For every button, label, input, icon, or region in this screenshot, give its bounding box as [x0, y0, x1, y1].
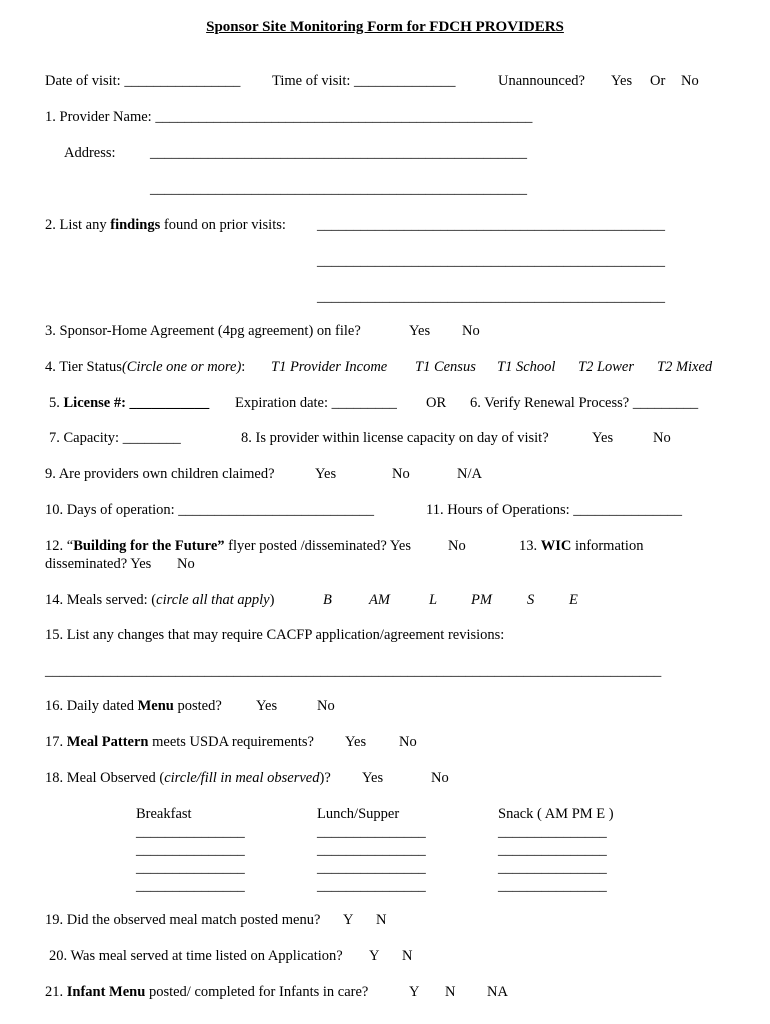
license-or-text: OR: [426, 395, 447, 411]
flyer-no-option[interactable]: No: [448, 538, 466, 554]
date-of-visit-field[interactable]: Date of visit: ________________: [45, 73, 241, 89]
unannounced-label: Unannounced?: [498, 73, 585, 89]
breakfast-blank-2[interactable]: _______________: [136, 842, 245, 858]
meal-time-n-option[interactable]: N: [402, 948, 413, 964]
license-capacity-question: 8. Is provider within license capacity on day of visit?: [241, 430, 549, 446]
meal-option-l[interactable]: L: [429, 592, 438, 608]
meal-option-b[interactable]: B: [323, 592, 332, 608]
meal-option-am[interactable]: AM: [369, 592, 390, 608]
own-children-no-option[interactable]: No: [392, 466, 410, 482]
address-line-1[interactable]: ____________________________________________________: [150, 145, 527, 161]
prior-findings-line-1[interactable]: ________________________________________________: [317, 217, 665, 233]
address-label: Address:: [64, 145, 116, 161]
page-title: Sponsor Site Monitoring Form for FDCH PROVIDERS: [206, 19, 564, 35]
meal-option-s[interactable]: S: [527, 592, 535, 608]
breakfast-blank-1[interactable]: _______________: [136, 824, 245, 840]
unannounced-no-option[interactable]: No: [681, 73, 699, 89]
tier-option-t1-provider-income[interactable]: T1 Provider Income: [271, 359, 388, 375]
lunch-blank-3[interactable]: _______________: [317, 860, 426, 876]
wic-no-option[interactable]: No: [177, 556, 195, 572]
menu-posted-question: 16. Daily dated Menu posted?: [45, 698, 222, 714]
lunch-blank-4[interactable]: _______________: [317, 878, 426, 894]
infant-menu-n-option[interactable]: N: [445, 984, 456, 1000]
lunch-blank-1[interactable]: _______________: [317, 824, 426, 840]
prior-findings-line-2[interactable]: ________________________________________________: [317, 253, 665, 269]
snack-blank-4[interactable]: _______________: [498, 878, 607, 894]
time-of-visit-field[interactable]: Time of visit: ______________: [272, 73, 456, 89]
days-of-operation-field[interactable]: 10. Days of operation: ___________________________: [45, 502, 375, 518]
renewal-process-field[interactable]: 6. Verify Renewal Process? _________: [470, 395, 699, 411]
lunch-blank-2[interactable]: _______________: [317, 842, 426, 858]
infant-menu-y-option[interactable]: Y: [409, 984, 420, 1000]
snack-blank-1[interactable]: _______________: [498, 824, 607, 840]
wic-disseminated-line: disseminated? Yes: [45, 556, 152, 572]
own-children-yes-option[interactable]: Yes: [315, 466, 337, 482]
meal-time-y-option[interactable]: Y: [369, 948, 380, 964]
tier-option-t2-lower[interactable]: T2 Lower: [578, 359, 635, 375]
wic-question: 13. WIC information: [519, 538, 644, 554]
tier-option-t2-mixed[interactable]: T2 Mixed: [657, 359, 713, 375]
lunch-supper-column-header: Lunch/Supper: [317, 806, 400, 822]
cacfp-revisions-question: 15. List any changes that may require CACFP application/agreement revisions:: [45, 627, 505, 643]
meal-time-question: 20. Was meal served at time listed on Application?: [49, 948, 343, 964]
breakfast-blank-4[interactable]: _______________: [136, 878, 245, 894]
meal-pattern-no-option[interactable]: No: [399, 734, 417, 750]
address-line-2[interactable]: ____________________________________________________: [150, 181, 527, 197]
snack-column-header: Snack ( AM PM E ): [498, 806, 614, 822]
license-number-field[interactable]: 5. License #: ___________: [49, 395, 210, 411]
sponsor-agreement-question: 3. Sponsor-Home Agreement (4pg agreement) on file?: [45, 323, 361, 339]
meal-pattern-yes-option[interactable]: Yes: [345, 734, 367, 750]
license-capacity-no-option[interactable]: No: [653, 430, 671, 446]
meal-observed-no-option[interactable]: No: [431, 770, 449, 786]
breakfast-column-header: Breakfast: [136, 806, 192, 822]
capacity-field[interactable]: 7. Capacity: ________: [49, 430, 181, 446]
provider-name-field[interactable]: 1. Provider Name: ____________________________________________________: [45, 109, 533, 125]
snack-blank-2[interactable]: _______________: [498, 842, 607, 858]
meal-observed-question: 18. Meal Observed (circle/fill in meal observed)?: [45, 770, 331, 786]
menu-posted-yes-option[interactable]: Yes: [256, 698, 278, 714]
unannounced-or-text: Or: [650, 73, 666, 89]
menu-match-n-option[interactable]: N: [376, 912, 387, 928]
expiration-date-field[interactable]: Expiration date: _________: [235, 395, 397, 411]
unannounced-yes-option[interactable]: Yes: [611, 73, 633, 89]
infant-menu-question: 21. Infant Menu posted/ completed for Infants in care?: [45, 984, 369, 1000]
menu-match-question: 19. Did the observed meal match posted menu?: [45, 912, 321, 928]
meal-observed-yes-option[interactable]: Yes: [362, 770, 384, 786]
tier-option-t1-school[interactable]: T1 School: [497, 359, 556, 375]
cacfp-revisions-line[interactable]: _____________________________________________________________________________________: [45, 663, 662, 679]
sponsor-agreement-yes-option[interactable]: Yes: [409, 323, 431, 339]
snack-blank-3[interactable]: _______________: [498, 860, 607, 876]
license-capacity-yes-option[interactable]: Yes: [592, 430, 614, 446]
tier-status-question: 4. Tier Status(Circle one or more):: [45, 359, 246, 375]
prior-findings-line-3[interactable]: ________________________________________________: [317, 289, 665, 305]
tier-option-t1-census[interactable]: T1 Census: [415, 359, 476, 375]
infant-menu-na-option[interactable]: NA: [487, 984, 508, 1000]
own-children-na-option[interactable]: N/A: [457, 466, 482, 482]
meal-option-e[interactable]: E: [569, 592, 578, 608]
breakfast-blank-3[interactable]: _______________: [136, 860, 245, 876]
flyer-question: 12. “Building for the Future” flyer posted /disseminated? Yes: [45, 538, 411, 554]
meal-option-pm[interactable]: PM: [471, 592, 492, 608]
sponsor-agreement-no-option[interactable]: No: [462, 323, 480, 339]
meals-served-question: 14. Meals served: (circle all that apply): [45, 592, 275, 608]
hours-of-operation-field[interactable]: 11. Hours of Operations: _______________: [426, 502, 683, 518]
own-children-question: 9. Are providers own children claimed?: [45, 466, 275, 482]
meal-pattern-question: 17. Meal Pattern meets USDA requirements?: [45, 734, 314, 750]
menu-match-y-option[interactable]: Y: [343, 912, 354, 928]
prior-findings-question: 2. List any findings found on prior visits:: [45, 217, 286, 233]
menu-posted-no-option[interactable]: No: [317, 698, 335, 714]
